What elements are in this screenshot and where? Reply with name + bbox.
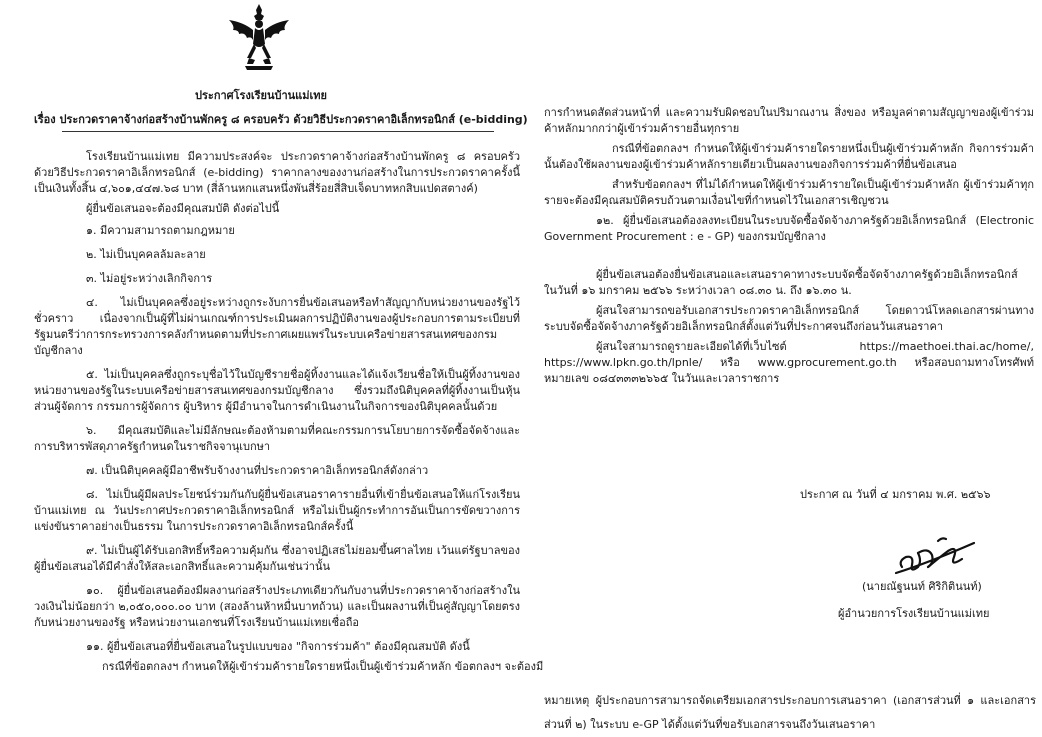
qualification-item-5: ๕. ไม่เป็นบุคคลซึ่งถูกระบุชื่อไว้ในบัญชีรายชื่อผู้ทิ้งงานและได้แจ้งเวียนชื่อให้เป็นผู้ทิ้งงานของหน่วยงานของรัฐในระบบเครือข่ายสารสนเทศของกรมบัญชีกลาง ซึ่งรวมถึงนิติบุคคลที่ผู้ทิ้งงานเป็นหุ้นส่วนผู้จัดการ กรรมการผู้จัดการ ผู้บริหาร ผู้มีอำนาจในการดำเนินงานในกิจการของนิติบุคคลนั้นด้วย: [34, 368, 520, 413]
qualification-item-9: ๙. ไม่เป็นผู้ได้รับเอกสิทธิ์หรือความคุ้มกัน ซึ่งอาจปฏิเสธไม่ยอมขึ้นศาลไทย เว้นแต่รัฐบาลของผู้ยื่นข้อเสนอได้มีคำสั่งให้สละเอกสิทธิ์และความคุ้มกันเช่นว่านั้น: [34, 544, 520, 573]
qualification-lead: ผู้ยื่นข้อเสนอจะต้องมีคุณสมบัติ ดังต่อไปนี้: [86, 202, 280, 215]
qualification-item-11: ๑๑. ผู้ยื่นข้อเสนอที่ยื่นข้อเสนอในรูปแบบของ "กิจการร่วมค้า" ต้องมีคุณสมบัติ ดังนี้: [86, 640, 470, 653]
qualification-item-12: ๑๒. ผู้ยื่นข้อเสนอต้องลงทะเบียนในระบบจัดซื้อจัดจ้างภาครัฐด้วยอิเล็กทรอนิกส์ (Electronic Government Procurement : e - GP) ของกรมบัญชีกลาง: [544, 214, 1034, 243]
contact-paragraph: ผู้สนใจสามารถดูรายละเอียดได้ที่เว็บไซต์ https://maethoei.thai.ac/home/, https://www.lpkn.go.th/lpnle/ หรือ www.gprocurement.go.th หรือสอบถามทางโทรศัพท์หมายเลข ๐๘๔๓๓๓๒๖๖๕ ในวันและเวลาราชการ: [544, 340, 1034, 385]
qualification-item-7: ๗. เป็นนิติบุคคลผู้มีอาชีพรับจ้างงานที่ประกวดราคาอิเล็กทรอนิกส์ดังกล่าว: [86, 464, 429, 477]
qualification-item-4: ๔. ไม่เป็นบุคคลซึ่งอยู่ระหว่างถูกระงับการยื่นข้อเสนอหรือทำสัญญากับหน่วยงานของรัฐไว้ชั่วคราว เนื่องจากเป็นผู้ที่ไม่ผ่านเกณฑ์การประเมินผลการปฏิบัติงานของผู้ประกอบการตามระเบียบที่รัฐมนตรีว่าการกระทรวงการคลังกำหนดตามที่ประกาศเผยแพร่ในระบบเครือข่ายสารสนเทศของกรมบัญชีกลาง: [34, 296, 520, 357]
qualification-item-3: ๓. ไม่อยู่ระหว่างเลิกกิจการ: [86, 272, 213, 285]
announcement-date: ประกาศ ณ วันที่ ๔ มกราคม พ.ศ. ๒๕๖๖: [800, 488, 991, 501]
joint-venture-case-2: กรณีที่ข้อตกลงฯ กำหนดให้ผู้เข้าร่วมค้ารายใดรายหนึ่งเป็นผู้เข้าร่วมค้าหลัก กิจการร่วมค้านั้นต้องใช้ผลงานของผู้เข้าร่วมค้าหลักรายเดียวเป็นผลงานของกิจการร่วมค้าที่ยื่นข้อเสนอ: [544, 142, 1034, 171]
joint-venture-case-1-continued: การกำหนดสัดส่วนหน้าที่ และความรับผิดชอบในปริมาณงาน สิ่งของ หรือมูลค่าตามสัญญาของผู้เข้าร่วมค้าหลักมากกว่าผู้เข้าร่วมค้ารายอื่นทุกราย: [544, 106, 1034, 135]
signer-name: (นายณัฐนนท์ ศิริกิตินนท์): [862, 580, 982, 593]
handwritten-signature-icon: [888, 527, 980, 579]
footnote: หมายเหตุ ผู้ประกอบการสามารถจัดเตรียมเอกสารประกอบการเสนอราคา (เอกสารส่วนที่ ๑ และเอกสารส่วนที่ ๒) ในระบบ e-GP ได้ตั้งแต่วันที่ขอรับเอกสารจนถึงวันเสนอราคา: [544, 694, 1036, 731]
qualification-item-1: ๑. มีความสามารถตามกฎหมาย: [86, 224, 235, 237]
qualification-item-2: ๒. ไม่เป็นบุคคลล้มละลาย: [86, 248, 206, 261]
document-title: ประกาศโรงเรียนบ้านแม่เทย: [195, 89, 327, 102]
qualification-item-8: ๘. ไม่เป็นผู้มีผลประโยชน์ร่วมกันกับผู้ยื่นข้อเสนอราคารายอื่นที่เข้ายื่นข้อเสนอให้แก่โรงเรียนบ้านแม่เทย ณ วันประกาศประกวดราคาอิเล็กทรอนิกส์ หรือไม่เป็นผู้กระทำการอันเป็นการขัดขวางการแข่งขันราคาอย่างเป็นธรรม ในการประกวดราคาอิเล็กทรอนิกส์ครั้งนี้: [34, 488, 520, 533]
qualification-item-6: ๖. มีคุณสมบัติและไม่มีลักษณะต้องห้ามตามที่คณะกรรมการนโยบายการจัดซื้อจัดจ้างและการบริหารพัสดุภาครัฐกำหนดในราชกิจจานุเบกษา: [34, 424, 520, 453]
signer-title: ผู้อำนวยการโรงเรียนบ้านแม่เทย: [838, 607, 990, 620]
joint-venture-case-1: กรณีที่ข้อตกลงฯ กำหนดให้ผู้เข้าร่วมค้ารายใดรายหนึ่งเป็นผู้เข้าร่วมค้าหลัก ข้อตกลงฯ จะต้องมี: [102, 660, 544, 673]
document-subject: เรื่อง ประกวดราคาจ้างก่อสร้างบ้านพักครู ๘ ครอบครัว ด้วยวิธีประกวดราคาอิเล็กทรอนิกส์ (e-bidding): [34, 113, 528, 126]
right-column: [544, 105, 1034, 387]
title-divider: [62, 131, 494, 132]
download-paragraph: ผู้สนใจสามารถขอรับเอกสารประกวดราคาอิเล็กทรอนิกส์ โดยดาวน์โหลดเอกสารผ่านทางระบบจัดซื้อจัดจ้างภาครัฐด้วยอิเล็กทรอนิกส์ตั้งแต่วันที่ประกาศจนถึงก่อนวันเสนอราคา: [544, 304, 1034, 333]
intro-paragraph: โรงเรียนบ้านแม่เทย มีความประสงค์จะ ประกวดราคาจ้างก่อสร้างบ้านพักครู ๘ ครอบครัว ด้วยวิธีประกวดราคาอิเล็กทรอนิกส์ (e-bidding) ราคากลางของงานก่อสร้างในการประกวดราคาครั้งนี้เป็นเงินทั้งสิ้น ๔,๖๐๑,๔๔๗.๖๘ บาท (สี่ล้านหกแสนหนึ่งพันสี่ร้อยสี่สิบเจ็ดบาทหกสิบแปดสตางค์): [34, 150, 520, 195]
qualification-item-10: ๑๐. ผู้ยื่นข้อเสนอต้องมีผลงานก่อสร้างประเภทเดียวกันกับงานที่ประกวดราคาจ้างก่อสร้างในวงเงินไม่น้อยกว่า ๒,๐๕๐,๐๐๐.๐๐ บาท (สองล้านห้าหมื่นบาทถ้วน) และเป็นผลงานที่เป็นคู่สัญญาโดยตรงกับหน่วยงานของรัฐ หรือหน่วยงานเอกชนที่โรงเรียนบ้านแม่เทยเชื่อถือ: [34, 584, 520, 629]
submission-paragraph: ผู้ยื่นข้อเสนอต้องยื่นข้อเสนอและเสนอราคาทางระบบจัดซื้อจัดจ้างภาครัฐด้วยอิเล็กทรอนิกส์ ในวันที่ ๑๖ มกราคม ๒๕๖๖ ระหว่างเวลา ๐๘.๓๐ น. ถึง ๑๖.๓๐ น.: [544, 268, 1018, 297]
garuda-emblem-icon: [225, 0, 293, 72]
joint-venture-case-3: สำหรับข้อตกลงฯ ที่ไม่ได้กำหนดให้ผู้เข้าร่วมค้ารายใดเป็นผู้เข้าร่วมค้าหลัก ผู้เข้าร่วมค้าทุกรายจะต้องมีคุณสมบัติครบถ้วนตามเงื่อนไขที่กำหนดไว้ในเอกสารเชิญชวน: [544, 178, 1034, 207]
left-column: [34, 149, 544, 675]
